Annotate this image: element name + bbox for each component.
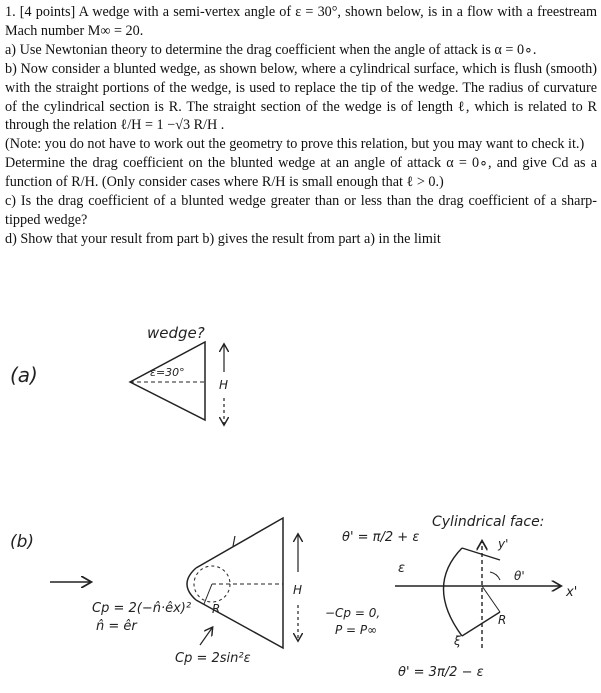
epsilon-label-b: ε xyxy=(398,561,406,576)
theta-top: θ' = π/2 + ε xyxy=(342,530,420,545)
wedge-label: wedge? xyxy=(147,324,205,342)
cp-zero: −Cp = 0, xyxy=(325,606,381,620)
xi-label: ξ xyxy=(454,634,461,648)
radius-label-b: R xyxy=(212,602,221,616)
epsilon-label-a: ε=30° xyxy=(150,366,185,379)
cp-formula: Cp = 2(−n̂·êx)² xyxy=(92,601,192,616)
problem-intro: 1. [4 points] A wedge with a semi-vertex angle of ε = 30°, shown below, is in a flow with a freestream Mach number M∞ = 20. xyxy=(5,4,597,39)
radius-label-c: R xyxy=(498,613,507,627)
length-label: l xyxy=(232,535,236,550)
label-a: (a) xyxy=(10,363,38,387)
theta-bottom: θ' = 3π/2 − ε xyxy=(398,665,484,680)
height-label-b: H xyxy=(293,583,303,597)
part-a: a) Use Newtonian theory to determine the drag coefficient when the angle of attack is α = 0∘. xyxy=(5,41,537,58)
theta-mark: θ' xyxy=(514,569,525,583)
height-label-a: H xyxy=(219,378,229,392)
part-b-task: Determine the drag coefficient on the blunted wedge at an angle of attack α = 0∘, and give Cd as a function of R/H. (Only consider cases where R/H is small enough that ℓ > 0.) xyxy=(5,155,597,191)
cylinder-sketch xyxy=(395,542,560,648)
x-axis-label: x' xyxy=(566,585,578,600)
wedge-a xyxy=(130,342,205,420)
y-axis-label: y' xyxy=(498,537,509,551)
part-b: b) Now consider a blunted wedge, as shown below, where a cylindrical surface, which is flush (smooth) with the straight portions of the wedge, is used to replace the tip of the wedge. The radius of curvature of the cylindrical section is R. The straight section of the wedge is of length ℓ, which is related to R through the relation ℓ/H = 1 −√3 R/H . xyxy=(5,60,597,134)
part-c: c) Is the drag coefficient of a blunted wedge greater than or less than the drag coefficient of a sharp-tipped wedge? xyxy=(5,193,597,228)
label-b: (b) xyxy=(10,532,35,552)
pointer-arrow xyxy=(200,628,212,645)
normal-formula: n̂ = êr xyxy=(96,619,137,634)
cp-sin-formula: Cp = 2sin²ε xyxy=(175,651,251,666)
note: (Note: you do not have to work out the geometry to prove this relation, but you may want to check it.) xyxy=(5,136,585,153)
part-d: d) Show that your result from part b) gives the result from part a) in the limit xyxy=(5,230,441,247)
cylindrical-face-label: Cylindrical face: xyxy=(432,514,545,530)
p-inf: P = P∞ xyxy=(335,623,378,637)
